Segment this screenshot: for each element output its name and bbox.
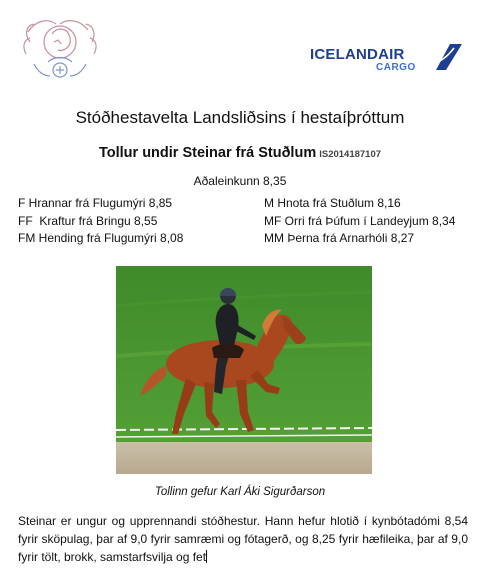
document-title: Stóðhestavelta Landsliðsins í hestaíþróttum bbox=[75, 108, 405, 127]
horse-description bbox=[18, 512, 468, 566]
horse-id: IS2014187107 bbox=[319, 149, 382, 160]
pedigree-row bbox=[18, 214, 468, 232]
icelandair-cargo-logo bbox=[306, 40, 466, 74]
horse-heading bbox=[0, 144, 480, 162]
sire-line: F Hrannar frá Flugumýri 8,85 bbox=[18, 196, 173, 210]
horse-photo bbox=[116, 266, 372, 474]
federation-logo bbox=[18, 12, 102, 82]
brand-sub-name: CARGO bbox=[376, 62, 416, 73]
pedigree-row bbox=[18, 231, 468, 249]
brand-name: ICELANDAIR bbox=[310, 46, 405, 63]
tail-fin-icon bbox=[430, 42, 464, 72]
dam-line: M Hnota frá Stuðlum 8,16 bbox=[264, 196, 401, 210]
photo-caption: Tollinn gefur Karl Áki Sigurðarson bbox=[154, 486, 326, 498]
sire-line: FM Hending frá Flugumýri 8,08 bbox=[18, 231, 184, 245]
main-score: Aðaleinkunn 8,35 bbox=[193, 174, 287, 188]
pedigree bbox=[18, 196, 468, 249]
text-cursor bbox=[206, 550, 207, 563]
dam-line: MF Orri frá Þúfum í Landeyjum 8,34 bbox=[264, 213, 456, 228]
dam-line: MM Þerna frá Arnarhóli 8,27 bbox=[264, 231, 415, 245]
description-text: Steinar er ungur og upprennandi stóðhestur. Hann hefur hlotið í kynbótadómi 8,54 fyrir sköpulag, þar af 9,0 fyrir samræmi og fótagerð, og 8,25 fyrir hæfileika, þar af 9,0 fyrir tölt, brokk, samstarfsvilja og fet bbox=[18, 514, 468, 564]
horse-name: Tollur undir Steinar frá Stuðlum bbox=[98, 145, 317, 161]
sire-line: FF Kraftur frá Bringu 8,55 bbox=[18, 213, 158, 228]
pedigree-row bbox=[18, 196, 468, 214]
